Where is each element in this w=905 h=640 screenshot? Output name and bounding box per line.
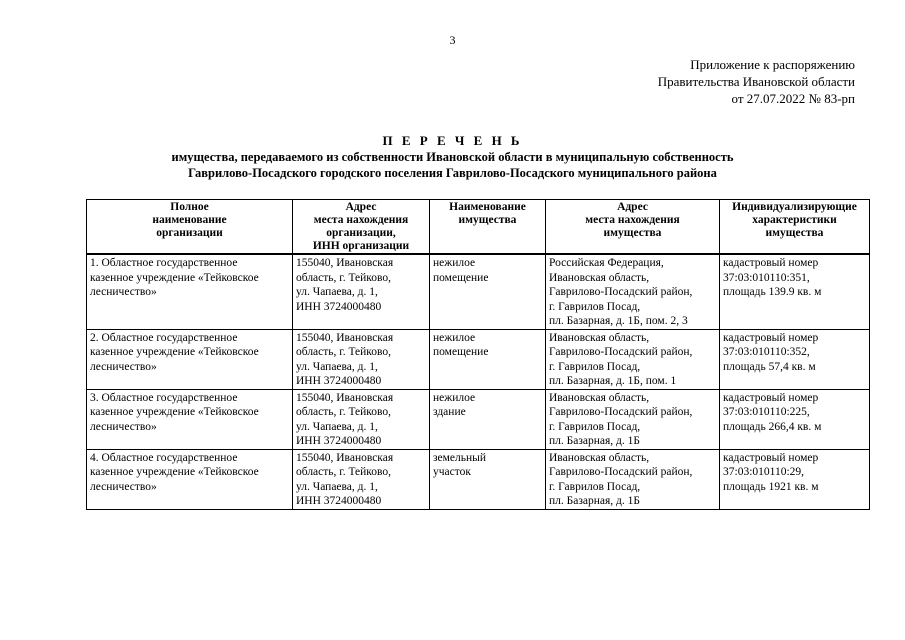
annex-line-2: Правительства Ивановской области [657, 74, 855, 89]
cell-line: 155040, Ивановская [296, 257, 394, 269]
cell-line: казенное учреждение «Тейковское [90, 271, 259, 284]
cell-property [430, 449, 546, 509]
cell-line: Ивановская область, [549, 391, 650, 404]
cell-line: помещение [433, 346, 489, 358]
cell-line: Адрес [345, 201, 377, 213]
cell-line: 155040, Ивановская [296, 451, 394, 464]
cell-line: казенное учреждение «Тейковское [90, 346, 259, 358]
cell-org [87, 254, 293, 329]
cell-line: кадастровый номер [723, 391, 819, 404]
table-header-row [87, 200, 870, 255]
cell-characteristics [720, 329, 870, 389]
cell-line: Гаврилово-Посадский район, [549, 466, 693, 478]
cell-property [430, 389, 546, 449]
cell-line: здание [433, 406, 466, 418]
cell-characteristics [720, 449, 870, 509]
cell-line: ИНН 3724000480 [296, 300, 382, 313]
cell-line: пл. Базарная, д. 1Б, пом. 2, 3 [549, 315, 688, 327]
cell-line: нежилое [433, 331, 476, 344]
cell-line: Наименование [449, 201, 526, 213]
cell-line: 155040, Ивановская [296, 391, 394, 404]
cell-line: участок [433, 466, 471, 478]
cell-line: ул. Чапаева, д. 1, [296, 420, 378, 433]
cell-property-address [546, 254, 720, 329]
cell-line: Ивановская область, [549, 451, 650, 464]
cell-property [430, 329, 546, 389]
table-row [87, 329, 870, 389]
cell-line: организации, [326, 227, 396, 239]
cell-line: 2. Областное государственное [90, 331, 238, 344]
cell-line: ИНН 3724000480 [296, 495, 382, 507]
document-subtitle-line-2: Гаврилово-Посадского городского поселения Гаврилово-Посадского муниципального района [188, 166, 717, 180]
property-list-table [86, 199, 870, 510]
cell-org-address [293, 449, 430, 509]
cell-line: ул. Чапаева, д. 1, [296, 286, 378, 298]
cell-property [430, 254, 546, 329]
cell-line: г. Гаврилов Посад, [549, 360, 641, 373]
header-property-address [546, 200, 720, 255]
cell-line: ИНН организации [312, 240, 410, 252]
cell-line: казенное учреждение «Тейковское [90, 406, 259, 418]
cell-characteristics [720, 254, 870, 329]
header-characteristics [720, 200, 870, 255]
document-subtitle-line-1: имущества, передаваемого из собственности Ивановской области в муниципальную собственность [171, 150, 734, 164]
cell-line: 4. Областное государственное [90, 451, 238, 464]
cell-org [87, 389, 293, 449]
cell-line: лесничество» [90, 420, 157, 433]
cell-line: Полное [170, 201, 209, 213]
cell-line: г. Гаврилов Посад, [549, 480, 641, 493]
cell-line: Гаврилово-Посадский район, [549, 286, 693, 298]
cell-line: Ивановская область, [549, 331, 650, 344]
cell-line: Адрес [617, 201, 648, 213]
cell-line: имущества [765, 227, 824, 239]
cell-line: помещение [433, 271, 489, 284]
cell-line: площадь 266,4 кв. м [723, 420, 822, 433]
table-row [87, 449, 870, 509]
cell-line: кадастровый номер [723, 257, 819, 269]
cell-line: земельный [433, 451, 487, 464]
table-row [87, 389, 870, 449]
table-row [87, 254, 870, 329]
cell-line: ИНН 3724000480 [296, 375, 382, 387]
cell-line: организации [156, 227, 223, 239]
cell-line: Российская Федерация, [549, 257, 664, 269]
cell-line: г. Гаврилов Посад, [549, 300, 641, 313]
cell-line: нежилое [433, 391, 476, 404]
cell-line: область, г. Тейково, [296, 466, 392, 478]
cell-property-address [546, 449, 720, 509]
cell-line: пл. Базарная, д. 1Б, пом. 1 [549, 375, 677, 387]
cell-line: 155040, Ивановская [296, 331, 394, 344]
cell-line: Гаврилово-Посадский район, [549, 406, 693, 418]
cell-line: лесничество» [90, 480, 157, 493]
document-title: П Е Р Е Ч Е Н Ь [382, 133, 523, 148]
cell-property-address [546, 389, 720, 449]
cell-line: площадь 1921 кв. м [723, 480, 819, 493]
cell-line: кадастровый номер [723, 451, 819, 464]
cell-line: пл. Базарная, д. 1Б [549, 435, 641, 447]
cell-line: 37:03:010110:352, [723, 346, 810, 358]
cell-org-address [293, 329, 430, 389]
cell-line: казенное учреждение «Тейковское [90, 466, 259, 478]
cell-org-address [293, 389, 430, 449]
cell-line: ИНН 3724000480 [296, 435, 382, 447]
header-property-name [430, 200, 546, 255]
cell-org [87, 449, 293, 509]
cell-line: характеристики [752, 214, 837, 226]
header-org-address [293, 200, 430, 255]
page-number: 3 [449, 33, 456, 47]
cell-line: область, г. Тейково, [296, 406, 392, 418]
cell-line: 37:03:010110:351, [723, 271, 810, 284]
title-block [0, 133, 905, 181]
cell-line: область, г. Тейково, [296, 346, 392, 358]
annex-line-1: Приложение к распоряжению [690, 57, 855, 72]
cell-line: ул. Чапаева, д. 1, [296, 480, 378, 493]
cell-line: область, г. Тейково, [296, 271, 392, 284]
cell-line: места нахождения [585, 214, 680, 226]
cell-line: 37:03:010110:225, [723, 406, 810, 418]
cell-line: наименование [152, 214, 227, 226]
cell-line: пл. Базарная, д. 1Б [549, 495, 641, 507]
cell-line: имущества [603, 227, 662, 239]
cell-line: г. Гаврилов Посад, [549, 420, 641, 433]
cell-characteristics [720, 389, 870, 449]
cell-line: 1. Областное государственное [90, 257, 238, 269]
annex-block [535, 56, 855, 107]
cell-line: кадастровый номер [723, 331, 819, 344]
cell-property-address [546, 329, 720, 389]
cell-line: лесничество» [90, 360, 157, 373]
cell-line: площадь 57,4 кв. м [723, 360, 816, 373]
cell-line: Гаврилово-Посадский район, [549, 346, 693, 358]
cell-line: Индивидуализирующие [732, 201, 857, 213]
cell-line: 37:03:010110:29, [723, 466, 805, 478]
annex-line-3: от 27.07.2022 № 83-рп [731, 91, 855, 106]
cell-line: площадь 139.9 кв. м [723, 286, 822, 298]
cell-org-address [293, 254, 430, 329]
cell-line: Ивановская область, [549, 271, 650, 284]
cell-line: 3. Областное государственное [90, 391, 238, 404]
cell-line: лесничество» [90, 286, 157, 298]
cell-line: имущества [458, 214, 517, 226]
header-org-name [87, 200, 293, 255]
cell-line: нежилое [433, 257, 476, 269]
cell-org [87, 329, 293, 389]
cell-line: места нахождения [313, 214, 409, 226]
cell-line: ул. Чапаева, д. 1, [296, 360, 378, 373]
